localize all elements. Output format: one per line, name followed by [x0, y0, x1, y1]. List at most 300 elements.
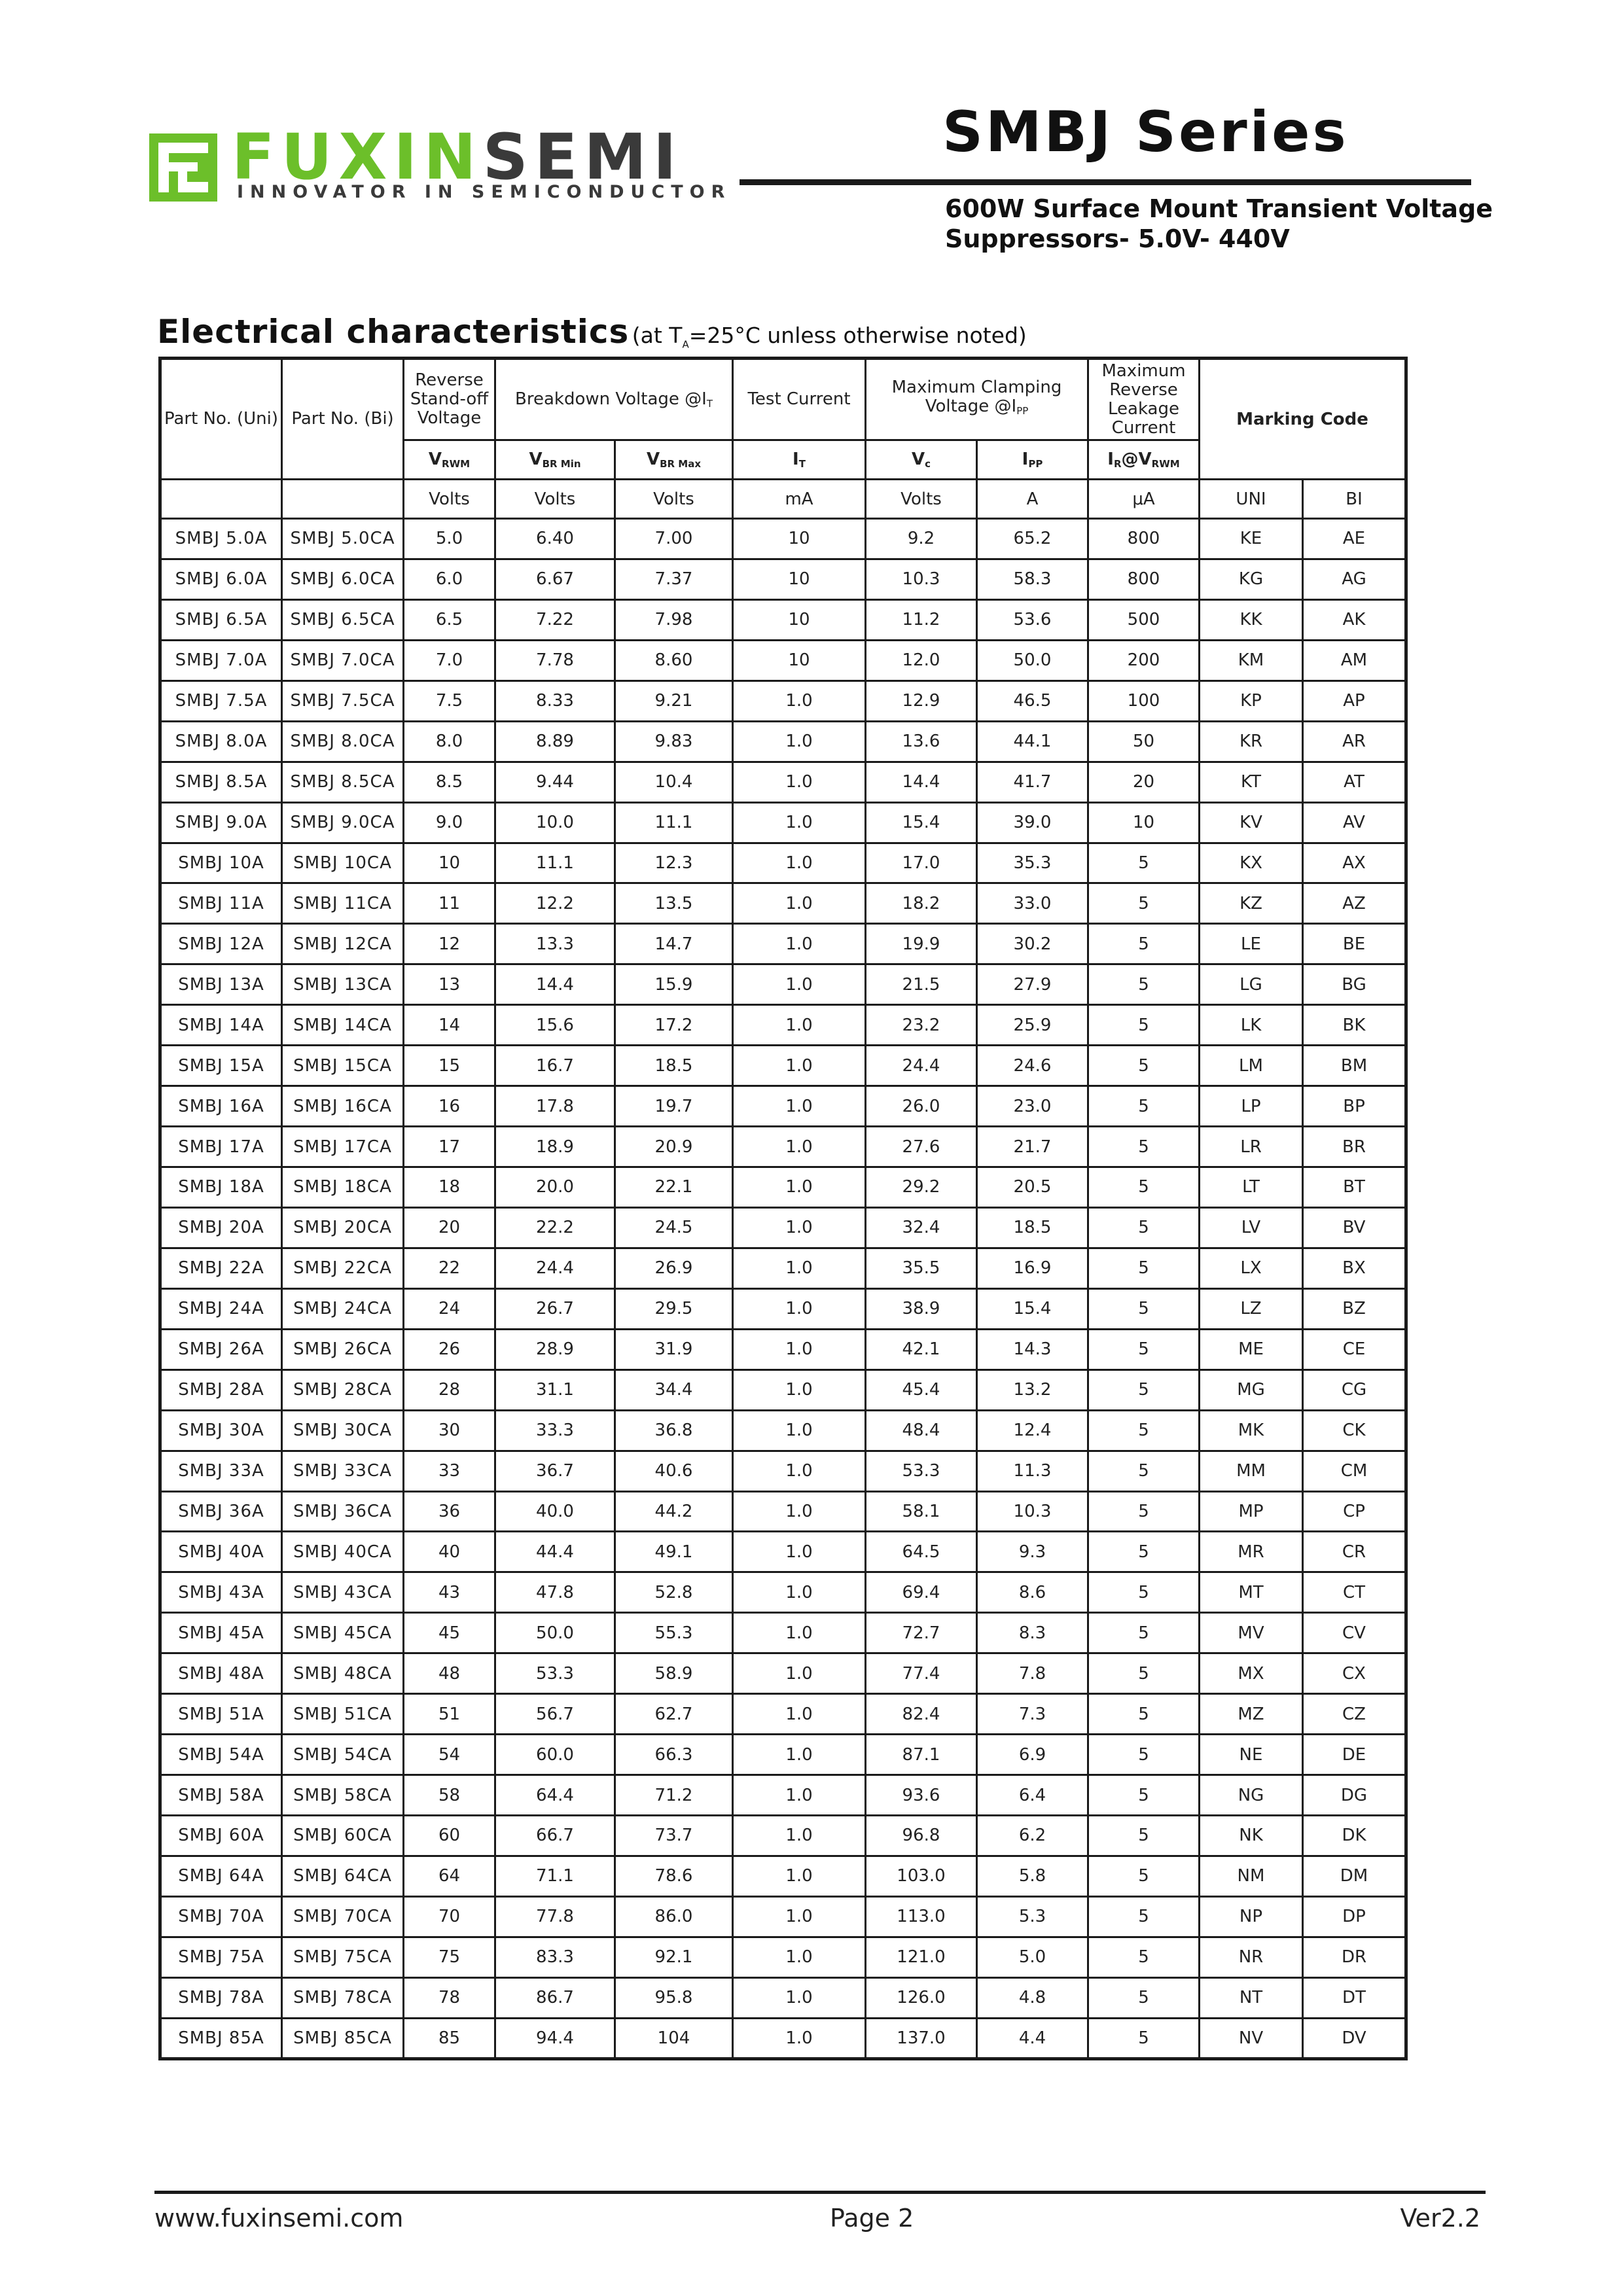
cell-vbr-max: 13.5 [615, 883, 733, 924]
cell-clamping-vc: 26.0 [866, 1086, 977, 1127]
symbol-ir-main: I [1107, 450, 1114, 469]
cell-part-no-bi: SMBJ 6.5CA [282, 599, 404, 640]
cell-peak-current-ipp: 50.0 [977, 640, 1088, 680]
cell-marking-bi: AE [1303, 519, 1406, 559]
cell-vrwm: 58 [404, 1775, 495, 1816]
cell-vrwm: 45 [404, 1613, 495, 1653]
cell-marking-bi: BZ [1303, 1288, 1406, 1329]
cell-part-no-uni: SMBJ 28A [160, 1369, 282, 1410]
cell-vbr-max: 71.2 [615, 1775, 733, 1816]
cell-part-no-bi: SMBJ 75CA [282, 1937, 404, 1977]
cell-vbr-min: 40.0 [495, 1491, 615, 1532]
cell-vbr-max: 49.1 [615, 1532, 733, 1572]
cell-leakage-ir: 5 [1088, 1086, 1200, 1127]
cell-test-current-it: 1.0 [733, 721, 866, 762]
cell-test-current-it: 1.0 [733, 2018, 866, 2058]
cell-clamping-vc: 45.4 [866, 1369, 977, 1410]
cell-part-no-uni: SMBJ 9.0A [160, 802, 282, 843]
table-row [160, 1491, 1406, 1532]
table-row [160, 1856, 1406, 1896]
cell-marking-uni: MR [1200, 1532, 1303, 1572]
cell-vrwm: 78 [404, 1977, 495, 2018]
cell-vrwm: 11 [404, 883, 495, 924]
cell-peak-current-ipp: 46.5 [977, 680, 1088, 721]
cell-vbr-min: 77.8 [495, 1896, 615, 1937]
symbol-vrwm-main: V [428, 450, 442, 469]
cell-part-no-bi: SMBJ 33CA [282, 1451, 404, 1491]
cell-peak-current-ipp: 39.0 [977, 802, 1088, 843]
cell-marking-uni: KP [1200, 680, 1303, 721]
cell-clamping-vc: 12.0 [866, 640, 977, 680]
cell-clamping-vc: 72.7 [866, 1613, 977, 1653]
cell-part-no-bi: SMBJ 13CA [282, 964, 404, 1005]
footer-version: Ver2.2 [1400, 2204, 1480, 2233]
cell-vbr-max: 34.4 [615, 1369, 733, 1410]
cell-part-no-bi: SMBJ 51CA [282, 1694, 404, 1735]
cell-marking-bi: AG [1303, 559, 1406, 599]
cell-part-no-bi: SMBJ 43CA [282, 1572, 404, 1613]
symbol-vbr-max-main: V [646, 450, 660, 469]
series-title: SMBJ Series [942, 99, 1349, 165]
cell-test-current-it: 1.0 [733, 964, 866, 1005]
cell-vbr-min: 94.4 [495, 2018, 615, 2058]
table-row [160, 1977, 1406, 2018]
table-row [160, 1369, 1406, 1410]
section-heading [157, 313, 1027, 351]
table-row [160, 1288, 1406, 1329]
units-row [160, 480, 1406, 519]
cell-part-no-bi: SMBJ 22CA [282, 1248, 404, 1288]
cell-marking-bi: CG [1303, 1369, 1406, 1410]
header-part-bi: Part No. (Bi) [282, 359, 404, 480]
cell-peak-current-ipp: 24.6 [977, 1046, 1088, 1086]
cell-clamping-vc: 24.4 [866, 1046, 977, 1086]
cell-vrwm: 12 [404, 924, 495, 964]
cell-leakage-ir: 5 [1088, 1410, 1200, 1451]
cell-part-no-uni: SMBJ 18A [160, 1167, 282, 1208]
cell-leakage-ir: 20 [1088, 762, 1200, 802]
cell-leakage-ir: 5 [1088, 1816, 1200, 1856]
cell-vrwm: 18 [404, 1167, 495, 1208]
cell-peak-current-ipp: 65.2 [977, 519, 1088, 559]
cell-part-no-uni: SMBJ 16A [160, 1086, 282, 1127]
cell-part-no-uni: SMBJ 64A [160, 1856, 282, 1896]
cell-leakage-ir: 5 [1088, 1977, 1200, 2018]
cell-vbr-max: 11.1 [615, 802, 733, 843]
cell-part-no-uni: SMBJ 75A [160, 1937, 282, 1977]
cell-leakage-ir: 5 [1088, 1046, 1200, 1086]
cell-vbr-max: 36.8 [615, 1410, 733, 1451]
symbol-ipp [977, 440, 1088, 480]
cell-marking-bi: CM [1303, 1451, 1406, 1491]
cell-vrwm: 9.0 [404, 802, 495, 843]
cell-part-no-uni: SMBJ 36A [160, 1491, 282, 1532]
symbol-ir-at-sub: RWM [1151, 458, 1180, 470]
cell-clamping-vc: 10.3 [866, 559, 977, 599]
title-divider [740, 179, 1471, 185]
cell-marking-bi: CK [1303, 1410, 1406, 1451]
table-row [160, 599, 1406, 640]
cell-part-no-uni: SMBJ 6.5A [160, 599, 282, 640]
cell-test-current-it: 10 [733, 559, 866, 599]
cell-part-no-bi: SMBJ 26CA [282, 1329, 404, 1369]
cell-clamping-vc: 38.9 [866, 1288, 977, 1329]
cell-marking-bi: BG [1303, 964, 1406, 1005]
cell-vbr-max: 17.2 [615, 1005, 733, 1046]
cell-test-current-it: 1.0 [733, 1977, 866, 2018]
symbol-vbr-max [615, 440, 733, 480]
cell-marking-uni: KR [1200, 721, 1303, 762]
unit-cell: μA [1088, 480, 1200, 519]
cell-peak-current-ipp: 23.0 [977, 1086, 1088, 1127]
cell-leakage-ir: 5 [1088, 883, 1200, 924]
cell-test-current-it: 1.0 [733, 1775, 866, 1816]
cell-part-no-uni: SMBJ 12A [160, 924, 282, 964]
unit-cell: BI [1303, 480, 1406, 519]
cell-marking-bi: AT [1303, 762, 1406, 802]
cell-vbr-min: 20.0 [495, 1167, 615, 1208]
unit-cell: Volts [615, 480, 733, 519]
cell-vrwm: 8.5 [404, 762, 495, 802]
cell-marking-uni: NR [1200, 1937, 1303, 1977]
cell-vrwm: 75 [404, 1937, 495, 1977]
cell-peak-current-ipp: 7.3 [977, 1694, 1088, 1735]
table-row [160, 1248, 1406, 1288]
symbol-vc [866, 440, 977, 480]
cell-leakage-ir: 5 [1088, 1613, 1200, 1653]
cell-marking-bi: CP [1303, 1491, 1406, 1532]
cell-marking-uni: NV [1200, 2018, 1303, 2058]
cell-vrwm: 40 [404, 1532, 495, 1572]
cell-test-current-it: 1.0 [733, 1167, 866, 1208]
cell-part-no-uni: SMBJ 43A [160, 1572, 282, 1613]
cell-marking-bi: AM [1303, 640, 1406, 680]
cell-marking-bi: DK [1303, 1816, 1406, 1856]
cell-part-no-bi: SMBJ 17CA [282, 1127, 404, 1167]
cell-vbr-max: 24.5 [615, 1207, 733, 1248]
cell-marking-uni: LE [1200, 924, 1303, 964]
cell-marking-bi: CZ [1303, 1694, 1406, 1735]
cell-marking-bi: CV [1303, 1613, 1406, 1653]
cell-vbr-min: 22.2 [495, 1207, 615, 1248]
cell-test-current-it: 1.0 [733, 1046, 866, 1086]
symbol-it-main: I [793, 450, 799, 469]
cell-leakage-ir: 5 [1088, 1248, 1200, 1288]
cell-vbr-max: 52.8 [615, 1572, 733, 1613]
cell-peak-current-ipp: 6.9 [977, 1735, 1088, 1775]
table-row [160, 1735, 1406, 1775]
cell-vbr-min: 26.7 [495, 1288, 615, 1329]
cell-clamping-vc: 9.2 [866, 519, 977, 559]
cell-marking-uni: NM [1200, 1856, 1303, 1896]
cell-peak-current-ipp: 10.3 [977, 1491, 1088, 1532]
cell-vrwm: 30 [404, 1410, 495, 1451]
cell-clamping-vc: 29.2 [866, 1167, 977, 1208]
cell-part-no-bi: SMBJ 28CA [282, 1369, 404, 1410]
cell-marking-uni: LK [1200, 1005, 1303, 1046]
cell-leakage-ir: 5 [1088, 1856, 1200, 1896]
unit-cell: Volts [404, 480, 495, 519]
cell-marking-bi: BR [1303, 1127, 1406, 1167]
cell-vrwm: 85 [404, 2018, 495, 2058]
cell-part-no-uni: SMBJ 15A [160, 1046, 282, 1086]
cell-vrwm: 24 [404, 1288, 495, 1329]
cell-clamping-vc: 18.2 [866, 883, 977, 924]
section-note-sub: A [682, 338, 689, 351]
cell-marking-uni: NK [1200, 1816, 1303, 1856]
table-row [160, 1896, 1406, 1937]
cell-part-no-bi: SMBJ 54CA [282, 1735, 404, 1775]
unit-cell: mA [733, 480, 866, 519]
cell-vbr-min: 10.0 [495, 802, 615, 843]
cell-leakage-ir: 5 [1088, 1369, 1200, 1410]
cell-vbr-min: 15.6 [495, 1005, 615, 1046]
cell-marking-bi: AK [1303, 599, 1406, 640]
header-breakdown [495, 359, 733, 440]
cell-vrwm: 64 [404, 1856, 495, 1896]
cell-vbr-min: 31.1 [495, 1369, 615, 1410]
cell-vrwm: 5.0 [404, 519, 495, 559]
cell-test-current-it: 10 [733, 599, 866, 640]
cell-vrwm: 22 [404, 1248, 495, 1288]
symbol-vbr-max-sub: BR Max [660, 458, 702, 470]
cell-clamping-vc: 126.0 [866, 1977, 977, 2018]
cell-marking-bi: BM [1303, 1046, 1406, 1086]
header-clamping-sub: PP [1016, 405, 1029, 417]
cell-clamping-vc: 35.5 [866, 1248, 977, 1288]
cell-leakage-ir: 5 [1088, 1896, 1200, 1937]
cell-vbr-max: 104 [615, 2018, 733, 2058]
cell-peak-current-ipp: 7.8 [977, 1653, 1088, 1694]
cell-part-no-bi: SMBJ 45CA [282, 1613, 404, 1653]
cell-part-no-bi: SMBJ 12CA [282, 924, 404, 964]
table-row [160, 802, 1406, 843]
cell-peak-current-ipp: 25.9 [977, 1005, 1088, 1046]
cell-part-no-bi: SMBJ 20CA [282, 1207, 404, 1248]
cell-peak-current-ipp: 15.4 [977, 1288, 1088, 1329]
cell-test-current-it: 1.0 [733, 1288, 866, 1329]
cell-test-current-it: 1.0 [733, 1572, 866, 1613]
table-row [160, 1410, 1406, 1451]
cell-peak-current-ipp: 35.3 [977, 843, 1088, 883]
cell-marking-uni: MK [1200, 1410, 1303, 1451]
cell-marking-uni: MV [1200, 1613, 1303, 1653]
cell-marking-bi: AX [1303, 843, 1406, 883]
cell-clamping-vc: 17.0 [866, 843, 977, 883]
cell-part-no-bi: SMBJ 16CA [282, 1086, 404, 1127]
cell-vbr-min: 28.9 [495, 1329, 615, 1369]
cell-clamping-vc: 113.0 [866, 1896, 977, 1937]
cell-part-no-uni: SMBJ 33A [160, 1451, 282, 1491]
table-row [160, 559, 1406, 599]
units-cell-blank [160, 480, 282, 519]
cell-vbr-min: 16.7 [495, 1046, 615, 1086]
cell-marking-bi: CT [1303, 1572, 1406, 1613]
cell-leakage-ir: 5 [1088, 1491, 1200, 1532]
cell-leakage-ir: 5 [1088, 924, 1200, 964]
cell-peak-current-ipp: 33.0 [977, 883, 1088, 924]
cell-marking-bi: AV [1303, 802, 1406, 843]
cell-test-current-it: 1.0 [733, 1653, 866, 1694]
cell-part-no-bi: SMBJ 9.0CA [282, 802, 404, 843]
cell-part-no-uni: SMBJ 70A [160, 1896, 282, 1937]
cell-peak-current-ipp: 5.3 [977, 1896, 1088, 1937]
section-note-pre: (at T [632, 323, 683, 348]
symbol-ipp-sub: PP [1028, 458, 1043, 470]
cell-part-no-uni: SMBJ 10A [160, 843, 282, 883]
cell-marking-uni: LR [1200, 1127, 1303, 1167]
cell-vbr-max: 7.98 [615, 599, 733, 640]
cell-vbr-min: 56.7 [495, 1694, 615, 1735]
cell-vbr-max: 20.9 [615, 1127, 733, 1167]
cell-peak-current-ipp: 41.7 [977, 762, 1088, 802]
cell-vbr-max: 44.2 [615, 1491, 733, 1532]
cell-marking-uni: KV [1200, 802, 1303, 843]
cell-vbr-min: 44.4 [495, 1532, 615, 1572]
subtitle-line-2: Suppressors- 5.0V- 440V [945, 224, 1290, 253]
cell-vbr-max: 73.7 [615, 1816, 733, 1856]
cell-part-no-uni: SMBJ 30A [160, 1410, 282, 1451]
table-row [160, 924, 1406, 964]
symbol-ir-sub: R [1113, 458, 1122, 470]
cell-vrwm: 7.5 [404, 680, 495, 721]
cell-marking-bi: BE [1303, 924, 1406, 964]
cell-vbr-min: 7.22 [495, 599, 615, 640]
cell-vbr-min: 47.8 [495, 1572, 615, 1613]
cell-vrwm: 51 [404, 1694, 495, 1735]
symbol-vrwm-sub: RWM [442, 458, 471, 470]
cell-part-no-uni: SMBJ 8.0A [160, 721, 282, 762]
cell-test-current-it: 1.0 [733, 1937, 866, 1977]
cell-marking-bi: DR [1303, 1937, 1406, 1977]
cell-vbr-max: 62.7 [615, 1694, 733, 1735]
cell-marking-bi: DT [1303, 1977, 1406, 2018]
cell-clamping-vc: 93.6 [866, 1775, 977, 1816]
cell-vbr-min: 66.7 [495, 1816, 615, 1856]
cell-marking-bi: AR [1303, 721, 1406, 762]
cell-leakage-ir: 5 [1088, 2018, 1200, 2058]
cell-vrwm: 13 [404, 964, 495, 1005]
cell-marking-uni: MZ [1200, 1694, 1303, 1735]
symbol-vc-sub: c [925, 458, 931, 470]
cell-peak-current-ipp: 4.4 [977, 2018, 1088, 2058]
cell-vbr-max: 19.7 [615, 1086, 733, 1127]
cell-test-current-it: 1.0 [733, 1369, 866, 1410]
cell-vbr-min: 6.67 [495, 559, 615, 599]
cell-test-current-it: 1.0 [733, 1329, 866, 1369]
table-row [160, 964, 1406, 1005]
cell-part-no-bi: SMBJ 30CA [282, 1410, 404, 1451]
cell-marking-bi: BX [1303, 1248, 1406, 1288]
cell-test-current-it: 1.0 [733, 1896, 866, 1937]
cell-marking-uni: MP [1200, 1491, 1303, 1532]
cell-vbr-min: 83.3 [495, 1937, 615, 1977]
cell-part-no-bi: SMBJ 78CA [282, 1977, 404, 2018]
cell-vbr-min: 13.3 [495, 924, 615, 964]
cell-leakage-ir: 5 [1088, 1167, 1200, 1208]
cell-vbr-min: 71.1 [495, 1856, 615, 1896]
cell-part-no-uni: SMBJ 58A [160, 1775, 282, 1816]
symbol-ir [1088, 440, 1200, 480]
cell-vrwm: 28 [404, 1369, 495, 1410]
cell-peak-current-ipp: 4.8 [977, 1977, 1088, 2018]
table-row [160, 1127, 1406, 1167]
footer-page-number: Page 2 [830, 2204, 914, 2233]
cell-leakage-ir: 500 [1088, 599, 1200, 640]
cell-test-current-it: 1.0 [733, 883, 866, 924]
cell-part-no-bi: SMBJ 40CA [282, 1532, 404, 1572]
cell-marking-uni: NG [1200, 1775, 1303, 1816]
cell-test-current-it: 1.0 [733, 1086, 866, 1127]
table-row [160, 680, 1406, 721]
unit-cell: A [977, 480, 1088, 519]
table-body [160, 519, 1406, 2059]
cell-vbr-min: 17.8 [495, 1086, 615, 1127]
symbol-vbr-min [495, 440, 615, 480]
table-row [160, 1694, 1406, 1735]
footer-website: www.fuxinsemi.com [154, 2204, 404, 2233]
cell-vrwm: 33 [404, 1451, 495, 1491]
cell-vbr-max: 7.00 [615, 519, 733, 559]
table-row [160, 1329, 1406, 1369]
cell-vbr-max: 78.6 [615, 1856, 733, 1896]
cell-clamping-vc: 13.6 [866, 721, 977, 762]
cell-vbr-max: 15.9 [615, 964, 733, 1005]
cell-part-no-bi: SMBJ 7.5CA [282, 680, 404, 721]
cell-vrwm: 8.0 [404, 721, 495, 762]
symbol-vc-main: V [911, 450, 925, 469]
cell-part-no-bi: SMBJ 11CA [282, 883, 404, 924]
cell-part-no-uni: SMBJ 78A [160, 1977, 282, 2018]
cell-vbr-max: 9.83 [615, 721, 733, 762]
cell-clamping-vc: 11.2 [866, 599, 977, 640]
cell-marking-uni: LX [1200, 1248, 1303, 1288]
cell-test-current-it: 1.0 [733, 1613, 866, 1653]
cell-vbr-max: 10.4 [615, 762, 733, 802]
cell-vbr-max: 66.3 [615, 1735, 733, 1775]
cell-part-no-uni: SMBJ 17A [160, 1127, 282, 1167]
cell-leakage-ir: 10 [1088, 802, 1200, 843]
unit-cell: Volts [495, 480, 615, 519]
header-breakdown-sub: T [706, 398, 713, 410]
cell-clamping-vc: 32.4 [866, 1207, 977, 1248]
cell-marking-uni: MM [1200, 1451, 1303, 1491]
header-breakdown-label: Breakdown Voltage @I [515, 389, 707, 409]
symbol-it-sub: T [798, 458, 806, 470]
cell-vbr-min: 86.7 [495, 1977, 615, 2018]
cell-vrwm: 70 [404, 1896, 495, 1937]
cell-vrwm: 6.5 [404, 599, 495, 640]
cell-vbr-min: 11.1 [495, 843, 615, 883]
cell-part-no-bi: SMBJ 7.0CA [282, 640, 404, 680]
cell-marking-uni: LV [1200, 1207, 1303, 1248]
cell-clamping-vc: 48.4 [866, 1410, 977, 1451]
cell-part-no-bi: SMBJ 85CA [282, 2018, 404, 2058]
cell-marking-uni: MT [1200, 1572, 1303, 1613]
cell-peak-current-ipp: 11.3 [977, 1451, 1088, 1491]
table-row [160, 2018, 1406, 2058]
cell-clamping-vc: 21.5 [866, 964, 977, 1005]
cell-marking-uni: LM [1200, 1046, 1303, 1086]
cell-part-no-uni: SMBJ 11A [160, 883, 282, 924]
cell-peak-current-ipp: 53.6 [977, 599, 1088, 640]
cell-clamping-vc: 14.4 [866, 762, 977, 802]
table-row [160, 1613, 1406, 1653]
cell-vrwm: 15 [404, 1046, 495, 1086]
table-row [160, 519, 1406, 559]
logo-word-part1: FUXIN [232, 120, 483, 194]
section-note-post: =25°C unless otherwise noted) [688, 323, 1027, 348]
